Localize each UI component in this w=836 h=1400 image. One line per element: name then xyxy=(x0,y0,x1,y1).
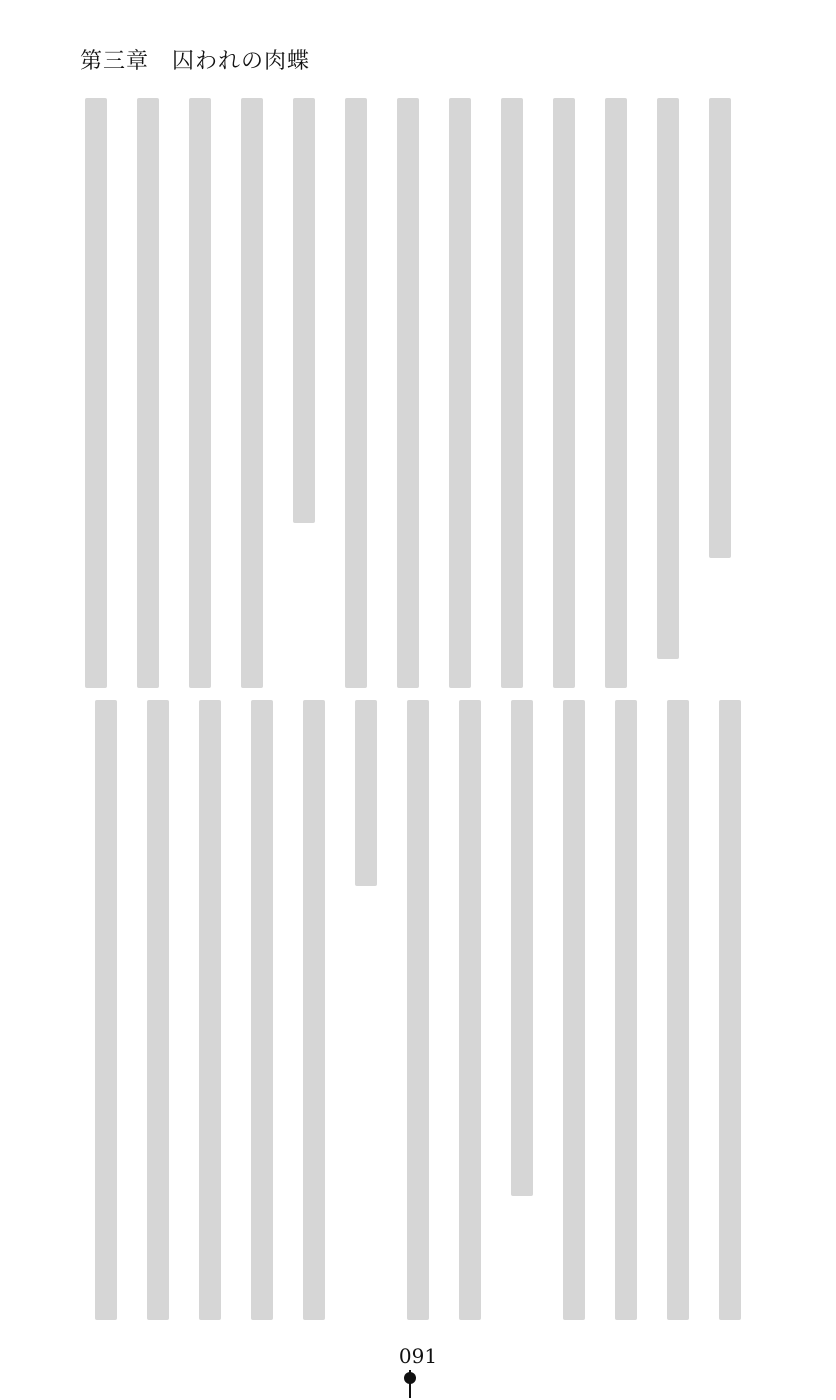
text-block-bottom xyxy=(80,700,756,1320)
text-column xyxy=(132,700,184,1320)
text-column xyxy=(122,98,174,688)
text-column xyxy=(70,98,122,688)
text-column xyxy=(444,700,496,1320)
text-column xyxy=(548,700,600,1320)
text-column xyxy=(600,700,652,1320)
redacted-text-line xyxy=(85,98,107,688)
redacted-text-line xyxy=(615,700,637,1320)
redacted-text-line xyxy=(407,700,429,1320)
text-column xyxy=(330,98,382,688)
redacted-text-line xyxy=(605,98,627,688)
text-block-top xyxy=(70,98,746,688)
text-column xyxy=(434,98,486,688)
text-column xyxy=(538,98,590,688)
text-column xyxy=(184,700,236,1320)
text-column xyxy=(174,98,226,688)
text-column xyxy=(392,700,444,1320)
text-column xyxy=(694,98,746,688)
redacted-text-line xyxy=(397,98,419,688)
redacted-text-line xyxy=(719,700,741,1320)
text-column xyxy=(278,98,330,688)
redacted-text-line xyxy=(241,98,263,688)
redacted-text-line xyxy=(501,98,523,688)
page-marker-dot xyxy=(404,1372,416,1384)
text-column xyxy=(642,98,694,688)
redacted-text-line xyxy=(657,98,679,659)
redacted-text-line xyxy=(709,98,731,558)
redacted-text-line xyxy=(449,98,471,688)
redacted-text-line xyxy=(303,700,325,1320)
page-number: 091 xyxy=(398,1344,438,1368)
text-column xyxy=(486,98,538,688)
text-column xyxy=(704,700,756,1320)
redacted-text-line xyxy=(189,98,211,688)
redacted-text-line xyxy=(199,700,221,1320)
chapter-title: 第三章 囚われの肉蝶 xyxy=(80,49,311,74)
text-column xyxy=(340,700,392,1320)
text-column xyxy=(590,98,642,688)
text-column xyxy=(652,700,704,1320)
redacted-text-line xyxy=(511,700,533,1196)
redacted-text-line xyxy=(553,98,575,688)
text-column xyxy=(226,98,278,688)
redacted-text-line xyxy=(459,700,481,1320)
redacted-text-line xyxy=(667,700,689,1320)
redacted-text-line xyxy=(251,700,273,1320)
redacted-text-line xyxy=(95,700,117,1320)
text-column xyxy=(382,98,434,688)
redacted-text-line xyxy=(345,98,367,688)
redacted-text-line xyxy=(355,700,377,886)
text-column xyxy=(80,700,132,1320)
text-column xyxy=(236,700,288,1320)
text-column xyxy=(496,700,548,1320)
redacted-text-line xyxy=(137,98,159,688)
redacted-text-line xyxy=(147,700,169,1320)
redacted-text-line xyxy=(563,700,585,1320)
redacted-text-line xyxy=(293,98,315,523)
text-column xyxy=(288,700,340,1320)
